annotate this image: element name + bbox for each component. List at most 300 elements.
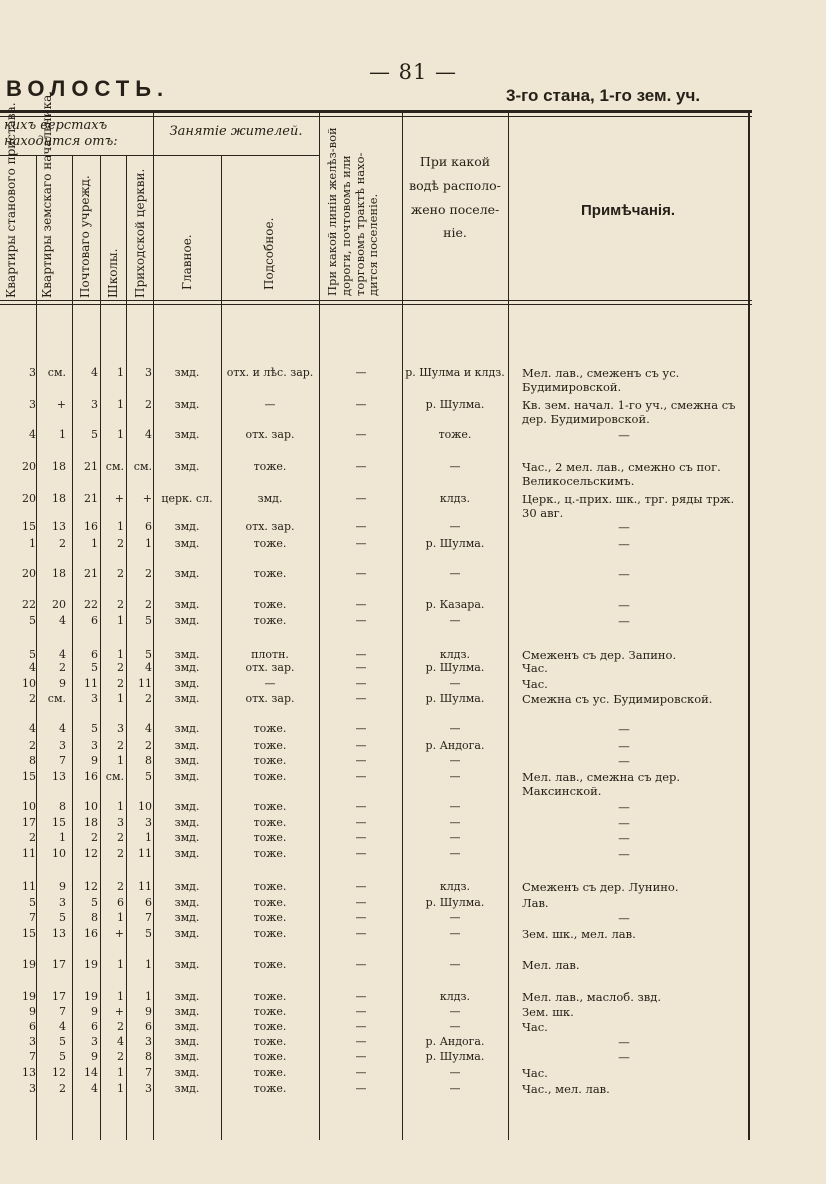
distance-subrule: [0, 155, 153, 156]
water-cell: тоже.: [438, 428, 472, 441]
note-cell: —: [618, 831, 630, 845]
road-cell: —: [355, 1020, 367, 1033]
water-cell: клдз.: [439, 492, 471, 505]
table-row: [0, 598, 826, 612]
stanovoy-distance-cell: 3: [29, 1082, 36, 1095]
note-cell: Мел. лав.: [522, 958, 580, 972]
school-distance-cell: +: [114, 1005, 124, 1018]
church-distance-cell: 5: [145, 770, 152, 783]
school-distance-cell: 1: [117, 520, 124, 533]
stanovoy-distance-cell: 6: [29, 1020, 36, 1033]
main-occupation-cell: змд.: [174, 896, 200, 909]
col-header-aux: Подсобное.: [262, 217, 276, 290]
main-occupation-cell: змд.: [174, 1050, 200, 1063]
road-cell: —: [355, 677, 367, 690]
aux-occupation-cell: тоже.: [253, 1082, 287, 1095]
table-row: [0, 847, 826, 861]
header-bottom-rule-2: [0, 304, 752, 305]
table-row: [0, 880, 826, 894]
post-distance-cell: 5: [91, 428, 98, 441]
table-top-rule: [0, 110, 752, 113]
stanovoy-distance-cell: 10: [22, 800, 36, 813]
header-bottom-rule: [0, 300, 752, 301]
church-distance-cell: 2: [145, 739, 152, 752]
water-cell: р. Андога.: [425, 739, 485, 752]
zemsky-distance-cell: 15: [52, 816, 66, 829]
water-cell: —: [449, 1020, 461, 1033]
distance-group-header: кихъ верстахъ находится отъ:: [4, 118, 118, 150]
table-row: [0, 1005, 826, 1019]
aux-occupation-cell: отх. и лѣс. зар.: [226, 366, 314, 379]
zemsky-distance-cell: 8: [59, 800, 66, 813]
school-distance-cell: 4: [117, 1035, 124, 1048]
water-cell: р. Шулма и клдз.: [405, 366, 505, 379]
aux-occupation-cell: тоже.: [253, 896, 287, 909]
church-distance-cell: 3: [145, 366, 152, 379]
aux-occupation-cell: тоже.: [253, 460, 287, 473]
main-occupation-cell: змд.: [174, 677, 200, 690]
church-distance-cell: 3: [145, 1035, 152, 1048]
post-distance-cell: 9: [91, 754, 98, 767]
school-distance-cell: 2: [117, 1020, 124, 1033]
stanovoy-distance-cell: 2: [29, 831, 36, 844]
note-cell: Час.: [522, 1020, 548, 1034]
post-distance-cell: 3: [91, 398, 98, 411]
stanovoy-distance-cell: 1: [29, 537, 36, 550]
note-cell: —: [618, 520, 630, 534]
table-row: [0, 614, 826, 628]
water-cell: р. Шулма.: [425, 661, 485, 674]
zemsky-distance-cell: 5: [59, 911, 66, 924]
road-cell: —: [355, 800, 367, 813]
aux-occupation-cell: змд.: [257, 492, 283, 505]
aux-occupation-cell: тоже.: [253, 754, 287, 767]
main-occupation-cell: змд.: [174, 520, 200, 533]
post-distance-cell: 12: [84, 847, 98, 860]
school-distance-cell: 1: [117, 1066, 124, 1079]
note-cell: Лав.: [522, 896, 549, 910]
table-row: [0, 722, 826, 736]
table-row: [0, 648, 826, 662]
water-cell: —: [449, 754, 461, 767]
road-cell: —: [355, 927, 367, 940]
aux-occupation-cell: тоже.: [253, 614, 287, 627]
note-cell: —: [618, 800, 630, 814]
school-distance-cell: +: [114, 492, 124, 505]
table-row: [0, 677, 826, 691]
main-occupation-cell: змд.: [174, 648, 200, 661]
stanovoy-distance-cell: 15: [22, 520, 36, 533]
road-cell: —: [355, 567, 367, 580]
water-cell: р. Шулма.: [425, 896, 485, 909]
school-distance-cell: 1: [117, 754, 124, 767]
stanovoy-distance-cell: 7: [29, 1050, 36, 1063]
zemsky-distance-cell: 2: [59, 537, 66, 550]
aux-occupation-cell: тоже.: [253, 1066, 287, 1079]
table-row: [0, 1050, 826, 1064]
col-header-main: Главное.: [180, 234, 194, 290]
post-distance-cell: 16: [84, 927, 98, 940]
school-distance-cell: 1: [117, 614, 124, 627]
stanovoy-distance-cell: 2: [29, 739, 36, 752]
school-distance-cell: +: [114, 927, 124, 940]
main-occupation-cell: змд.: [174, 1082, 200, 1095]
table-row: [0, 831, 826, 845]
water-cell: —: [449, 911, 461, 924]
col-header-water: При какой водѣ располо-жено поселе-ніе.: [409, 154, 501, 241]
note-cell: —: [618, 598, 630, 612]
water-cell: р. Андога.: [425, 1035, 485, 1048]
stanovoy-distance-cell: 4: [29, 661, 36, 674]
aux-occupation-cell: тоже.: [253, 722, 287, 735]
church-distance-cell: 8: [145, 754, 152, 767]
main-occupation-cell: змд.: [174, 537, 200, 550]
col-header-church: Приходской церкви.: [133, 168, 147, 298]
zemsky-distance-cell: 20: [52, 598, 66, 611]
school-distance-cell: 2: [117, 880, 124, 893]
main-occupation-cell: змд.: [174, 366, 200, 379]
aux-occupation-cell: тоже.: [253, 537, 287, 550]
stanovoy-distance-cell: 5: [29, 896, 36, 909]
road-cell: —: [355, 770, 367, 783]
church-distance-cell: 2: [145, 692, 152, 705]
aux-occupation-cell: тоже.: [253, 598, 287, 611]
post-distance-cell: 3: [91, 739, 98, 752]
school-distance-cell: 2: [117, 537, 124, 550]
water-cell: р. Шулма.: [425, 1050, 485, 1063]
school-distance-cell: 1: [117, 990, 124, 1003]
col-header-school: Школы.: [106, 248, 120, 298]
church-distance-cell: 7: [145, 1066, 152, 1079]
table-row: [0, 1035, 826, 1049]
church-distance-cell: 6: [145, 896, 152, 909]
post-distance-cell: 6: [91, 1020, 98, 1033]
road-cell: —: [355, 1050, 367, 1063]
water-cell: р. Казара.: [425, 598, 485, 611]
church-distance-cell: 10: [138, 800, 152, 813]
aux-occupation-cell: тоже.: [253, 1020, 287, 1033]
stanovoy-distance-cell: 2: [29, 692, 36, 705]
post-distance-cell: 19: [84, 958, 98, 971]
note-cell: Смеженъ съ дер. Запино.: [522, 648, 677, 662]
note-cell: Мел. лав., маслоб. звд.: [522, 990, 661, 1004]
note-cell: Смежна съ ус. Будимировской.: [522, 692, 713, 706]
stanovoy-distance-cell: 13: [22, 1066, 36, 1079]
zemsky-distance-cell: 18: [52, 492, 66, 505]
table-row: [0, 958, 826, 972]
aux-occupation-cell: отх. зар.: [245, 428, 295, 441]
table-row: [0, 1082, 826, 1096]
water-cell: —: [449, 1005, 461, 1018]
page-title: ВОЛОСТЬ.: [6, 76, 170, 101]
main-occupation-cell: змд.: [174, 661, 200, 674]
church-distance-cell: 4: [145, 428, 152, 441]
aux-occupation-cell: отх. зар.: [245, 661, 295, 674]
church-distance-cell: 11: [138, 880, 152, 893]
post-distance-cell: 21: [84, 460, 98, 473]
aux-occupation-cell: тоже.: [253, 927, 287, 940]
church-distance-cell: 5: [145, 614, 152, 627]
zemsky-distance-cell: 9: [59, 677, 66, 690]
main-occupation-cell: змд.: [174, 800, 200, 813]
stanovoy-distance-cell: 4: [29, 722, 36, 735]
stanovoy-distance-cell: 15: [22, 770, 36, 783]
aux-occupation-cell: тоже.: [253, 831, 287, 844]
church-distance-cell: 4: [145, 722, 152, 735]
school-distance-cell: 3: [117, 722, 124, 735]
col-header-post: Почтоваго учрежд.: [78, 175, 92, 298]
post-distance-cell: 6: [91, 648, 98, 661]
road-cell: —: [355, 816, 367, 829]
post-distance-cell: 21: [84, 567, 98, 580]
road-cell: —: [355, 739, 367, 752]
road-cell: —: [355, 831, 367, 844]
zemsky-distance-cell: см.: [47, 692, 66, 705]
church-distance-cell: 3: [145, 816, 152, 829]
road-cell: —: [355, 460, 367, 473]
school-distance-cell: см.: [105, 460, 124, 473]
table-row: [0, 816, 826, 830]
main-occupation-cell: змд.: [174, 958, 200, 971]
aux-occupation-cell: тоже.: [253, 1050, 287, 1063]
note-cell: —: [618, 614, 630, 628]
post-distance-cell: 2: [91, 831, 98, 844]
note-cell: Час.: [522, 661, 548, 675]
post-distance-cell: 21: [84, 492, 98, 505]
school-distance-cell: 1: [117, 911, 124, 924]
church-distance-cell: 9: [145, 1005, 152, 1018]
main-occupation-cell: змд.: [174, 990, 200, 1003]
main-occupation-cell: змд.: [174, 398, 200, 411]
note-cell: Час., мел. лав.: [522, 1082, 610, 1096]
note-cell: —: [618, 428, 630, 442]
note-cell: —: [618, 739, 630, 753]
church-distance-cell: 6: [145, 1020, 152, 1033]
stanovoy-distance-cell: 7: [29, 911, 36, 924]
zemsky-distance-cell: 4: [59, 1020, 66, 1033]
post-distance-cell: 16: [84, 520, 98, 533]
note-cell: —: [618, 537, 630, 551]
main-occupation-cell: змд.: [174, 1066, 200, 1079]
table-row: [0, 366, 826, 394]
school-distance-cell: 2: [117, 739, 124, 752]
stanovoy-distance-cell: 15: [22, 927, 36, 940]
main-occupation-cell: змд.: [174, 567, 200, 580]
church-distance-cell: 1: [145, 537, 152, 550]
post-distance-cell: 10: [84, 800, 98, 813]
table-row: [0, 492, 826, 520]
table-row: [0, 754, 826, 768]
road-cell: —: [355, 661, 367, 674]
water-cell: р. Шулма.: [425, 398, 485, 411]
water-cell: —: [449, 460, 461, 473]
water-cell: —: [449, 1082, 461, 1095]
water-cell: —: [449, 770, 461, 783]
school-distance-cell: 2: [117, 598, 124, 611]
main-occupation-cell: змд.: [174, 739, 200, 752]
water-cell: р. Шулма.: [425, 537, 485, 550]
aux-occupation-cell: тоже.: [253, 911, 287, 924]
zemsky-distance-cell: 12: [52, 1066, 66, 1079]
table-row: [0, 520, 826, 534]
road-cell: —: [355, 880, 367, 893]
school-distance-cell: 1: [117, 800, 124, 813]
water-cell: —: [449, 800, 461, 813]
col-header-road: При какой линіи желѣз-вой дороги, почтовомъ или торговомъ трактѣ нахо-дится поселеніе.: [325, 127, 381, 296]
stanovoy-distance-cell: 20: [22, 460, 36, 473]
aux-occupation-cell: тоже.: [253, 958, 287, 971]
post-distance-cell: 16: [84, 770, 98, 783]
road-cell: —: [355, 958, 367, 971]
church-distance-cell: 6: [145, 520, 152, 533]
school-distance-cell: см.: [105, 770, 124, 783]
road-cell: —: [355, 847, 367, 860]
main-occupation-cell: змд.: [174, 1020, 200, 1033]
post-distance-cell: 18: [84, 816, 98, 829]
water-cell: клдз.: [439, 880, 471, 893]
stanovoy-distance-cell: 9: [29, 1005, 36, 1018]
zemsky-distance-cell: 1: [59, 831, 66, 844]
zemsky-distance-cell: 1: [59, 428, 66, 441]
school-distance-cell: 1: [117, 692, 124, 705]
note-cell: —: [618, 754, 630, 768]
water-cell: клдз.: [439, 648, 471, 661]
water-cell: клдз.: [439, 990, 471, 1003]
table-row: [0, 990, 826, 1004]
table-row: [0, 927, 826, 941]
church-distance-cell: 11: [138, 677, 152, 690]
table-row: [0, 692, 826, 706]
stanovoy-distance-cell: 19: [22, 958, 36, 971]
table-row: [0, 661, 826, 675]
church-distance-cell: см.: [133, 460, 152, 473]
water-cell: —: [449, 847, 461, 860]
main-occupation-cell: змд.: [174, 1035, 200, 1048]
table-row: [0, 398, 826, 426]
note-cell: Зем. шк.: [522, 1005, 574, 1019]
table-row: [0, 911, 826, 925]
zemsky-distance-cell: 5: [59, 1050, 66, 1063]
col-header-zemsky: Квартиры земскаго начальника.: [40, 90, 54, 298]
post-distance-cell: 14: [84, 1066, 98, 1079]
col-header-stanovoy: Квартиры станового пристава.: [4, 102, 18, 298]
stanovoy-distance-cell: 11: [22, 847, 36, 860]
aux-occupation-cell: тоже.: [253, 1005, 287, 1018]
road-cell: —: [355, 896, 367, 909]
table-row: [0, 770, 826, 798]
aux-occupation-cell: отх. зар.: [245, 520, 295, 533]
water-cell: —: [449, 520, 461, 533]
stanovoy-distance-cell: 3: [29, 1035, 36, 1048]
post-distance-cell: 8: [91, 911, 98, 924]
note-cell: Мел. лав., смежна съ дер. Максинской.: [522, 770, 681, 798]
stanovoy-distance-cell: 5: [29, 614, 36, 627]
zemsky-distance-cell: 13: [52, 770, 66, 783]
main-occupation-cell: змд.: [174, 770, 200, 783]
water-cell: —: [449, 958, 461, 971]
stanovoy-distance-cell: 5: [29, 648, 36, 661]
note-cell: —: [618, 911, 630, 925]
note-cell: Час., 2 мел. лав., смежно съ пог. Великосельскимъ.: [522, 460, 721, 488]
main-occupation-cell: змд.: [174, 1005, 200, 1018]
road-cell: —: [355, 398, 367, 411]
post-distance-cell: 4: [91, 1082, 98, 1095]
zemsky-distance-cell: 13: [52, 927, 66, 940]
note-cell: Смеженъ съ дер. Лунино.: [522, 880, 679, 894]
table-row: [0, 1020, 826, 1034]
table-row: [0, 1066, 826, 1080]
zemsky-distance-cell: 2: [59, 1082, 66, 1095]
zemsky-distance-cell: 18: [52, 460, 66, 473]
post-distance-cell: 19: [84, 990, 98, 1003]
water-cell: —: [449, 1066, 461, 1079]
stanovoy-distance-cell: 20: [22, 567, 36, 580]
road-cell: —: [355, 492, 367, 505]
note-cell: —: [618, 567, 630, 581]
church-distance-cell: 1: [145, 958, 152, 971]
note-cell: —: [618, 1035, 630, 1049]
stanovoy-distance-cell: 22: [22, 598, 36, 611]
post-distance-cell: 3: [91, 692, 98, 705]
church-distance-cell: 4: [145, 661, 152, 674]
zemsky-distance-cell: 9: [59, 880, 66, 893]
stanovoy-distance-cell: 17: [22, 816, 36, 829]
aux-occupation-cell: тоже.: [253, 1035, 287, 1048]
note-cell: Час.: [522, 1066, 548, 1080]
main-occupation-cell: змд.: [174, 722, 200, 735]
school-distance-cell: 1: [117, 366, 124, 379]
stanovoy-distance-cell: 11: [22, 880, 36, 893]
road-cell: —: [355, 990, 367, 1003]
water-cell: —: [449, 567, 461, 580]
aux-occupation-cell: тоже.: [253, 739, 287, 752]
post-distance-cell: 5: [91, 722, 98, 735]
post-distance-cell: 4: [91, 366, 98, 379]
church-distance-cell: +: [142, 492, 152, 505]
aux-occupation-cell: тоже.: [253, 800, 287, 813]
water-cell: —: [449, 831, 461, 844]
school-distance-cell: 2: [117, 567, 124, 580]
water-cell: —: [449, 677, 461, 690]
main-occupation-cell: церк. сл.: [161, 492, 213, 505]
aux-occupation-cell: —: [264, 398, 276, 411]
note-cell: —: [618, 816, 630, 830]
church-distance-cell: 2: [145, 567, 152, 580]
post-distance-cell: 6: [91, 614, 98, 627]
stanovoy-distance-cell: 8: [29, 754, 36, 767]
zemsky-distance-cell: 5: [59, 1035, 66, 1048]
zemsky-distance-cell: 4: [59, 648, 66, 661]
road-cell: —: [355, 911, 367, 924]
note-cell: —: [618, 1050, 630, 1064]
aux-occupation-cell: тоже.: [253, 770, 287, 783]
post-distance-cell: 9: [91, 1005, 98, 1018]
post-distance-cell: 9: [91, 1050, 98, 1063]
table-row: [0, 460, 826, 488]
main-occupation-cell: змд.: [174, 911, 200, 924]
table-top-rule-thin: [0, 116, 752, 117]
main-occupation-cell: змд.: [174, 831, 200, 844]
church-distance-cell: 8: [145, 1050, 152, 1063]
note-cell: Зем. шк., мел. лав.: [522, 927, 636, 941]
zemsky-distance-cell: 3: [59, 739, 66, 752]
school-distance-cell: 3: [117, 816, 124, 829]
school-distance-cell: 6: [117, 896, 124, 909]
water-cell: р. Шулма.: [425, 692, 485, 705]
stanovoy-distance-cell: 3: [29, 398, 36, 411]
zemsky-distance-cell: 7: [59, 1005, 66, 1018]
church-distance-cell: 2: [145, 398, 152, 411]
